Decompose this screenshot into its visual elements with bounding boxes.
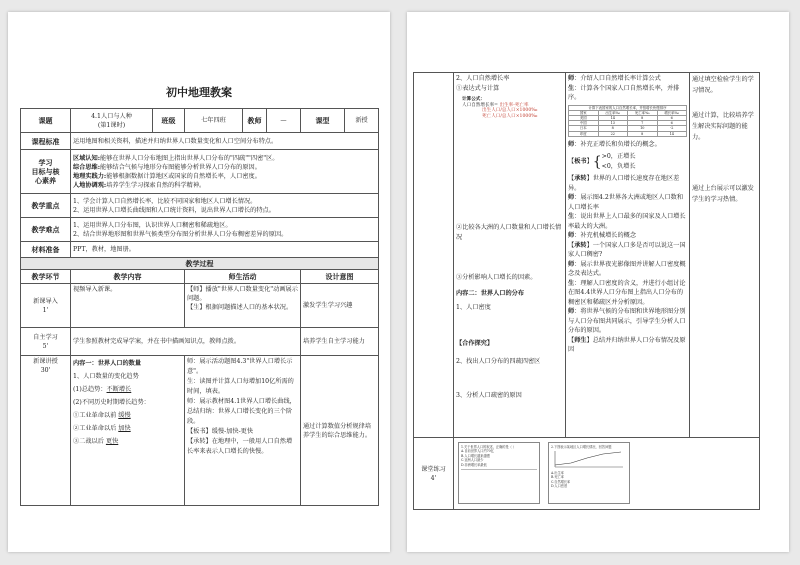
formula-line: 出生人口/总人口×1000‰ [482,108,538,113]
mini-table-cell: 22 [598,131,628,136]
type-label: 课型 [301,109,345,133]
mini-table-cell: 8 [598,126,628,131]
p2-intent [690,73,760,438]
coop-label: 【合作探究】 [456,340,494,347]
mini-table-cell: 7 [628,121,658,126]
stage-time: 1' [42,306,49,314]
activity-role: 师 [568,308,575,316]
mini-table-cell: 6 [657,121,687,126]
exercise-graph [551,449,625,469]
goal-text: 能够根据数据计算地区或国家的自然增长率，人口密度。 [106,172,261,180]
self-study-intent: 培养学生自主学习能力 [301,328,379,356]
activity-role: 生 [568,84,575,92]
teacher-value: — [267,109,301,133]
mini-table-cell: 13 [598,121,628,126]
stage-blank [414,73,454,438]
exercise-option: A.出生率 [550,470,564,475]
activity-line: 师：展示世界夜光影像图并讲解人口密度概念及表达式。 [568,260,686,278]
activity-text: 世界的人口增长速度存在地区差异。 [568,175,680,192]
activity-role: 师 [568,75,575,82]
goal-item [73,163,376,172]
col-intent: 设计意图 [301,270,379,284]
content-line: 1、人口密度 [456,304,491,311]
intro-activity [185,284,301,328]
goal-text: 能够在世界人口分布地图上指出世界人口分布的"四疏""四密"区。 [100,154,279,162]
content-line: 2、找出人口分布的四疏四密区 [456,358,541,365]
content-heading: 2、人口自然增长率 [456,75,510,82]
content-answer: 加快 [118,425,131,432]
exercise-option: C.自然增长率 [550,479,571,484]
topic-line1: 4.1人口与人种 [91,112,132,120]
doc-title: 初中地理教案 [166,86,232,99]
activity-line: 生：读图并计算人口每增加10亿所需的时间，填表。 [187,378,294,395]
teacher-label: 教师 [243,109,267,133]
standard-text: 运用地图和相关资料，描述并归纳世界人口数量变化和人口空间分布特点。 [71,133,379,150]
exercise-option: D.非洲增长率最低 [461,462,487,467]
activity-line: 【承转】世界的人口增长速度存在地区差异。 [568,175,680,192]
content-answer: 不断增长 [106,386,132,393]
mini-table-cell: 6 [657,115,687,120]
activity-text: 展示世界夜光影像图并讲解人口密度概念及表达式。 [568,260,686,278]
mini-table-cell: -2 [657,126,687,131]
formula-answer: 出生率-死亡率 [499,102,529,108]
keypoint-1: 1、学会计算人口自然增长率，比较不同国家和地区人口增长情况。 [73,197,257,205]
growth-rate-table-image [568,105,687,137]
content-line [73,435,182,448]
mini-table-cell: 10 [628,126,658,131]
intro-intent: 激发学生学习兴趣 [301,284,379,328]
keypoint-2: 2、运用世界人口增长曲线图和人口统计资料，说出世界人口增长的特点。 [73,206,275,214]
content-line: (2)不同历史时期增长趋势： [73,399,150,406]
topic-label: 课题 [21,109,71,133]
stage-name: 新课导入 [33,297,58,305]
stage-self-study [21,328,71,356]
activity-line: 师：将世界气候的分布图和世界地形图分别与人口分布图共同展示，引导学生分析人口分布的原因。 [568,308,686,335]
activity-line: 师：补充机械增长的概念 [568,232,637,240]
activity-text: 一个国家人口多是否可以说这一国家人口稠密? [568,241,686,259]
stage-new-lesson [21,356,71,506]
mini-table-header: 死亡率‰ [628,110,658,115]
goals-label-3: 心素养 [35,176,56,185]
goal-item [73,172,376,181]
activity-text: 总结并归纳世界人口分布情况及原因 [568,336,686,354]
activity-line: 【承转】在地理中，一般用人口自然增长率来表示人口增长的快慢。 [187,438,293,455]
stage-name: 课堂练习 [421,465,446,473]
activity-line: 【生】根据问题描述人口的基本状况。 [187,304,293,311]
stage-practice [414,438,454,510]
brace-glyph: { [592,153,602,170]
difficult-label: 教学难点 [21,218,71,242]
content-line [73,409,182,422]
goals-label-2: 目标与核 [31,167,60,176]
self-study-content: 学生参照教材完成导学案，并在书中描画知识点，教师点拨。 [71,328,301,356]
topic-line2: (第1课时) [97,121,126,129]
exercise-option: B.死亡率 [550,475,564,480]
new-lesson-content [71,356,185,506]
activity-line: 师：展示活动题图4.3"世界人口增长示意"。 [187,358,293,375]
type-value: 新授 [345,109,379,133]
formula-title: 计算公式： [462,97,485,102]
intent-text: 通过填空检验学生的学习情况。 [692,76,754,94]
content-line: 1、人口数量的变化趋势 [73,373,139,380]
stage-time: 4' [430,474,437,482]
activity-role: 师 [568,232,575,240]
activity-role: 板书 [574,157,587,165]
activity-role: 师 [568,140,575,148]
activity-role: 师 [568,260,575,268]
p2-content [454,73,566,438]
standard-label: 课程标准 [21,133,71,150]
activity-text: 将世界气候的分布图和世界地形图分别与人口分布图共同展示，引导学生分析人口分布的原因。 [568,308,686,335]
activity-line: 师：展示教材图4.1世界人口增长曲线，总结归纳：世界人口增长变化的三个阶段。 [187,398,296,425]
exercise-option: B.人口增长越来越慢 [461,453,490,458]
page-right [407,12,789,552]
goals-label [21,150,71,194]
activity-text: 补充正增长和负增长的概念。 [580,140,661,148]
goal-text: 培养学生学习探索自然的科学精神。 [106,181,206,189]
mini-table-cell: 8 [628,131,658,136]
activity-text: 展示图4.2世界各大洲或地区人口数和人口增长率 [568,194,684,211]
formula-image [462,97,580,133]
exercise-option: A.目前世界人口约70亿 [461,449,494,454]
practice-content [454,438,760,510]
content-answer: 缓慢 [118,412,131,419]
mini-table-header: 增长率‰ [657,110,687,115]
activity-role: 师 [568,194,575,202]
materials-label: 材料准备 [21,242,71,258]
content-text: ①工业革命以前 [73,412,117,419]
difficult-1: 1、运用世界人口分布图，认识世界人口稠密和稀疏地区。 [73,221,232,229]
activity-line: 【师生】总结并归纳世界人口分布情况及原因 [568,336,686,354]
goal-item [73,154,376,163]
content-line: 3、分析人口疏密的原因 [456,392,522,399]
materials-text: PPT，教材，地图册。 [71,242,379,258]
col-stage: 教学环节 [21,270,71,284]
mini-table-header: 国家 [569,110,599,115]
topic-value [71,109,153,133]
page-left [8,12,390,552]
goal-head: 区域认知: [73,154,101,162]
activity-text: 介绍人口自然增长率计算公式 [580,75,661,82]
activity-line: 【承转】一个国家人口多是否可以说这一国家人口稠密? [568,241,686,259]
exercise-title: 1.关于世界人口的叙述，正确的是（ ） [461,445,517,449]
activity-line: 生：说出世界上人口最多的国家及人口增长率最大的大洲。 [568,213,686,230]
class-label: 班级 [153,109,185,133]
exercise-option: D.人口密度 [550,484,568,489]
activity-role: 承转 [574,175,587,183]
exercise-option: C.亚洲人口最少 [461,458,484,463]
activity-line: 【师】播放"世界人口数量变化"动画展示问题。 [187,286,298,302]
class-value: 七年四班 [185,109,243,133]
stage-time: 5' [42,342,49,350]
exercise-title: 2.下图表示某地区人口增长情况，回答问题 [550,445,612,449]
goal-head: 综合思维: [73,163,101,171]
activity-line: 师：展示图4.2世界各大洲或地区人口数和人口增长率 [568,194,684,211]
mini-table-cell: 印度 [569,131,599,136]
intent-text: 通过计算，比较培养学生解决实际问题的能力。 [692,112,754,141]
col-activity: 师生活动 [185,270,301,284]
goal-head: 人地协调观: [73,181,107,189]
content-line: ③分析影响人口增长的因素。 [456,274,537,281]
activity-role: 生 [568,213,575,221]
exercise-lines [461,469,537,487]
exercise-image-1 [458,442,540,504]
content-line [73,383,182,396]
p2-activity [566,73,690,438]
activity-line: 生：理解人口密度的含义，并进行小组讨论在图4.4世界人口分布图上指出人口分布的稠密区和稀疏区并分析原因。 [568,279,686,306]
content-heading: 内容二：世界人口的分布 [456,290,525,297]
lesson-plan-table-continued [413,72,760,510]
goal-text: 能够结合气候与地形分布图能够分析世界人口分布的原因。 [100,163,261,171]
difficult-text [71,218,379,242]
goals-label-1: 学习 [38,158,53,167]
exercise-image-2 [548,442,630,504]
activity-text: 说出世界上人口最多的国家及人口增长率最大的大洲。 [568,213,686,230]
goals-list [71,150,379,194]
stage-name: 新课讲授 [33,358,58,365]
content-line: ②比较各大洲的人口数量和人口增长情况 [456,224,562,241]
mini-table-cell: 14 [657,131,687,136]
content-sub: ①表达式与计算 [456,85,500,92]
stage-time: 30' [40,367,51,374]
mini-table-caption: 计算下表国家的人口自然增长率，并按增长快慢排序 [569,105,687,110]
activity-text: 补充机械增长的概念 [580,232,637,240]
mini-table-cell: 8 [628,115,658,120]
formula-text: 人口自然增长率= [462,102,499,108]
content-answer: 更快 [105,438,119,445]
content-text: ②工业革命以后 [73,425,117,432]
activity-text: 理解人口密度的含义，并进行小组讨论在图4.4世界人口分布图上指出人口分布的稠密区和稀疏区并分析原因。 [568,279,686,306]
process-title: 教学过程 [21,258,379,270]
stage-name: 自主学习 [33,333,58,341]
board-note [568,152,687,171]
keypoints-label: 教学重点 [21,194,71,218]
activity-role: 师生 [574,336,587,344]
brace-positive: >0，正增长 [601,153,636,161]
activity-line: 师：补充正增长和负增长的概念。 [568,140,661,148]
activity-text: 计算各个国家人口自然增长率，并排序。 [568,84,680,101]
formula-line: 死亡人口/总人口×1000‰ [482,113,538,119]
new-lesson-intent: 通过计算数值分析规律培养学生的综合思维能力。 [301,356,379,506]
activity-line: 师：介绍人口自然增长率计算公式 [568,75,661,82]
mini-table-cell: 14 [598,115,628,120]
keypoints-text [71,194,379,218]
content-text: ③二战以后 [73,438,104,445]
mini-table-cell: 美国 [569,115,599,120]
activity-role: 生 [568,279,575,287]
goal-head: 地理实践力: [73,172,107,180]
brace-negative: <0，负增长 [601,162,636,170]
lesson-plan-table [20,108,379,506]
content-text: (1)总趋势： [73,386,107,393]
activity-line: 生：计算各个国家人口自然增长率，并排序。 [568,84,680,101]
activity-role: 承转 [574,241,587,249]
content-heading: 内容一：世界人口的数量 [73,360,142,367]
brace-items [602,152,636,171]
board-label: 【板书】 [568,157,593,165]
intro-content: 视频导入新课。 [71,284,185,328]
mini-table-header: 出生率‰ [598,110,628,115]
content-line [73,422,182,435]
mini-table-cell: 日本 [569,126,599,131]
difficult-2: 2、结合世界地形图和世界气候类型分布图分析世界人口分布稠密差异的原因。 [73,230,288,238]
mini-table-cell: 中国 [569,121,599,126]
new-lesson-activity [185,356,301,506]
stage-intro [21,284,71,328]
activity-line: 【板书】缓慢-加快-更快 [187,428,254,435]
col-content: 教学内容 [71,270,185,284]
goal-item [73,181,376,190]
intent-text: 通过上台展示可以激发学生的学习热情。 [692,185,754,203]
